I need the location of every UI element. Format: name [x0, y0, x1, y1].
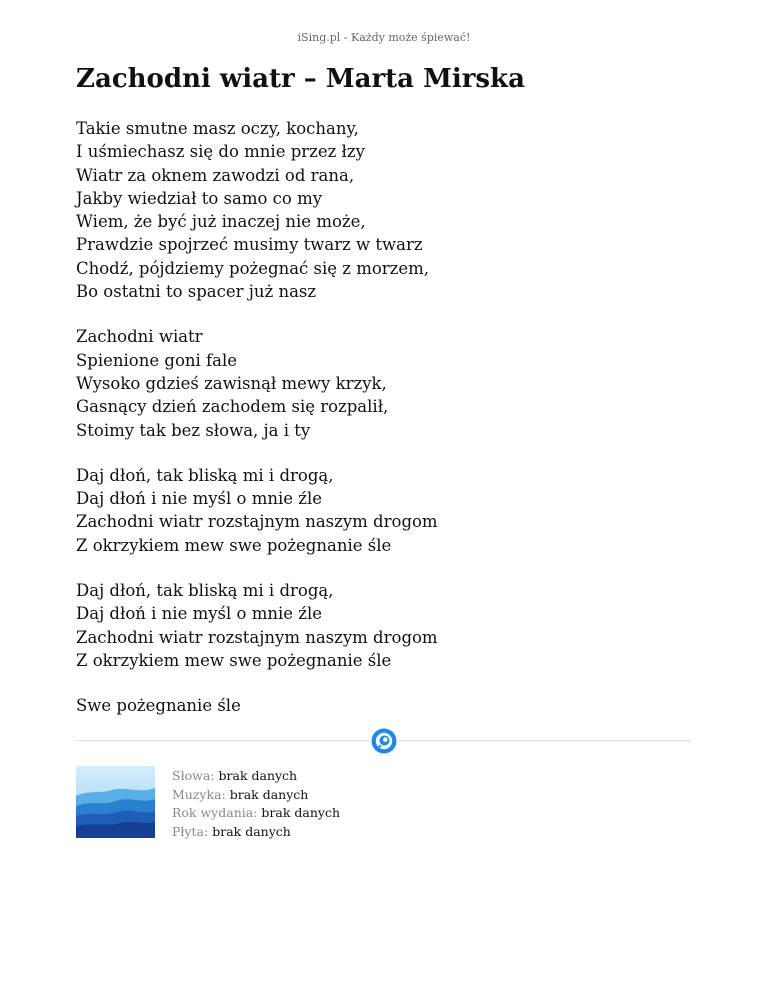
- meta-label: Słowa:: [172, 768, 215, 783]
- lyric-line: Wiem, że być już inaczej nie może,: [76, 212, 366, 232]
- lyric-line: Wysoko gdzieś zawisnął mewy krzyk,: [76, 373, 387, 393]
- lyric-line: Zachodni wiatr: [76, 327, 203, 347]
- lyric-line: Gasnący dzień zachodem się rozpalił,: [76, 397, 389, 417]
- lyric-line: Z okrzykiem mew swe pożegnanie śle: [76, 650, 392, 670]
- meta-value: brak danych: [261, 805, 341, 820]
- meta-row-album: [172, 823, 340, 842]
- lyric-line: Zachodni wiatr rozstajnym naszym drogom: [76, 627, 438, 647]
- meta-label: Muzyka:: [172, 786, 226, 802]
- meta-label: Rok wydania:: [172, 805, 258, 820]
- meta-value: brak danych: [218, 768, 298, 783]
- meta-value: brak danych: [212, 823, 291, 839]
- meta-row-year: [172, 804, 340, 823]
- lyric-line: Bo ostatni to spacer już nasz: [76, 282, 317, 302]
- lyric-line: Daj dłoń, tak bliską mi i drogą,: [76, 465, 334, 485]
- meta-value: brak danych: [229, 786, 309, 802]
- lyric-line: Stoimy tak bez słowa, ja i ty: [76, 420, 311, 440]
- lyric-line: Jakby wiedział to samo co my: [76, 188, 323, 208]
- lyric-line: Zachodni wiatr rozstajnym naszym drogom: [76, 512, 438, 532]
- meta-row-lyrics: [172, 767, 340, 786]
- lyrics-stanza: [76, 464, 696, 557]
- album-cover-image: [76, 766, 155, 838]
- lyrics-body: [76, 117, 696, 740]
- meta-row-music: [172, 786, 340, 805]
- lyrics-stanza: [76, 579, 696, 672]
- lyric-line: Chodź, pójdziemy pożegnać się z morzem,: [76, 258, 430, 278]
- song-details: [172, 767, 340, 841]
- lyric-line: Prawdzie spojrzeć musimy twarz w twarz: [76, 235, 423, 255]
- lyric-line: Daj dłoń, tak bliską mi i drogą,: [76, 581, 334, 601]
- lyric-line: Takie smutne masz oczy, kochany,: [76, 119, 359, 138]
- lyric-line: Wiatr za oknem zawodzi od rana,: [76, 165, 355, 185]
- song-title: Zachodni wiatr – Marta Mirska: [76, 64, 525, 94]
- lyric-line: Daj dłoń i nie myśl o mnie źle: [76, 489, 323, 509]
- lyric-line: Swe pożegnanie śle: [76, 696, 241, 716]
- lyrics-stanza: [76, 694, 696, 717]
- lyrics-stanza: [76, 117, 696, 303]
- lyric-line: Spienione goni fale: [76, 350, 238, 370]
- site-tagline: iSing.pl - Każdy może śpiewać!: [297, 31, 471, 44]
- ising-logo-icon: [370, 727, 398, 755]
- lyric-line: Z okrzykiem mew swe pożegnanie śle: [76, 535, 392, 555]
- meta-label: Płyta:: [172, 823, 209, 839]
- lyric-line: I uśmiechasz się do mnie przez łzy: [76, 142, 365, 162]
- lyrics-stanza: [76, 325, 696, 441]
- lyric-line: Daj dłoń i nie myśl o mnie źle: [76, 604, 323, 624]
